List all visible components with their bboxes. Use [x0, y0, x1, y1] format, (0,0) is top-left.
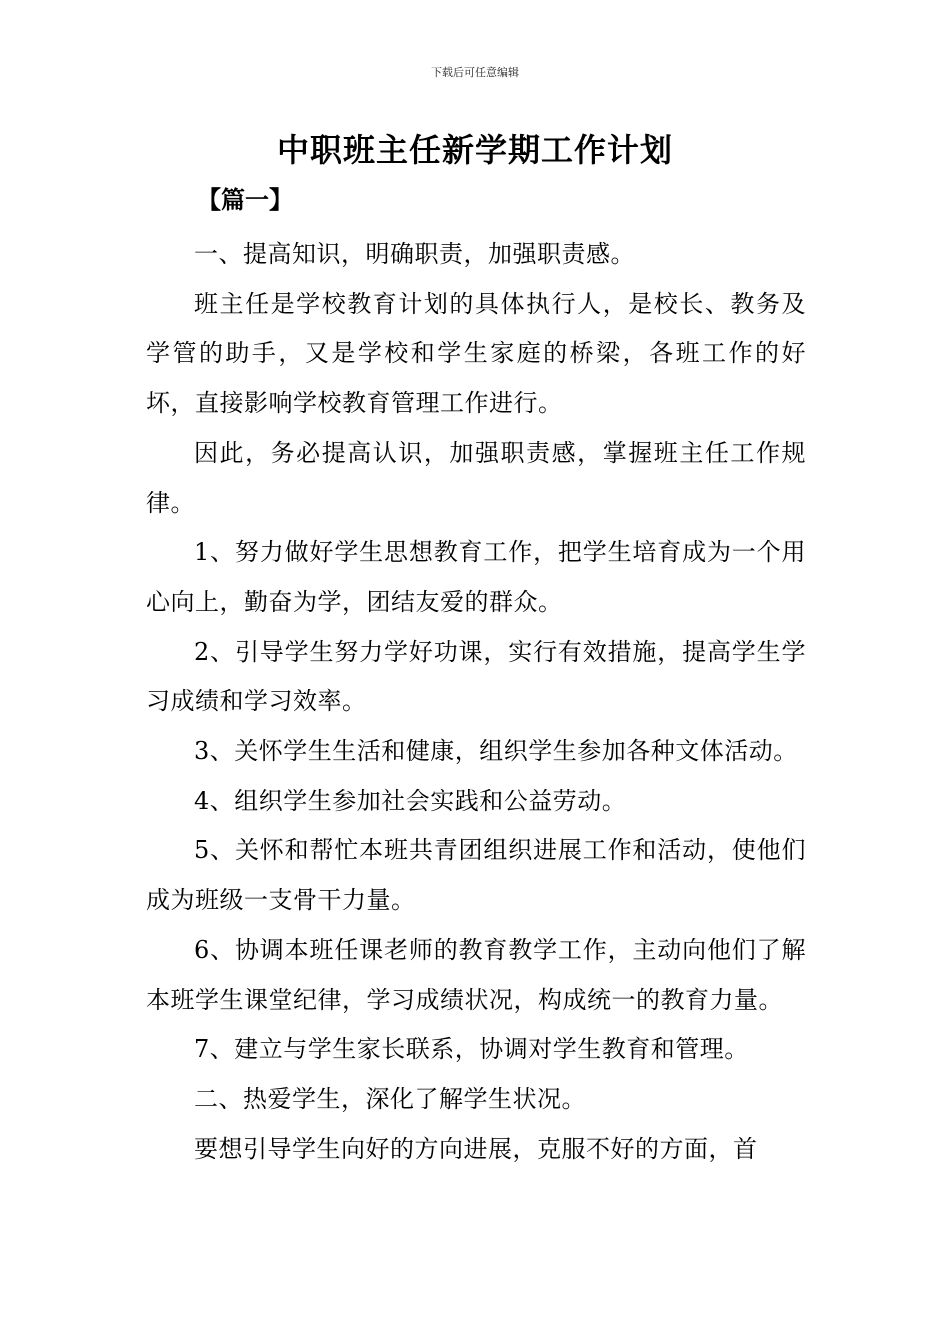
list-item-2: 2、引导学生努力学好功课，实行有效措施，提高学生学习成绩和学习效率。 [146, 637, 806, 716]
paragraph-heading-2: 二、热爱学生，深化了解学生状况。 [194, 1084, 586, 1113]
section-tag: 【篇一】 [197, 185, 293, 214]
list-item-4: 4、组织学生参加社会实践和公益劳动。 [194, 786, 627, 815]
list-item-1: 1、努力做好学生思想教育工作，把学生培育成为一个用心向上，勤奋为学，团结友爱的群众。 [146, 538, 806, 616]
list-item-7: 7、建立与学生家长联系，协调对学生教育和管理。 [194, 1035, 749, 1064]
paragraph: 因此，务必提高认识，加强职责感，掌握班主任工作规律。 [146, 438, 806, 517]
paragraph-heading-1: 一、提高知识，明确职责，加强职责感。 [194, 240, 635, 268]
list-item-6: 6、协调本班任课老师的教育教学工作，主动向他们了解本班学生课堂纪律，学习成绩状况，构成统一的教育力量。 [146, 935, 806, 1014]
header-note: 下载后可任意编辑 [431, 66, 519, 79]
document-title: 中职班主任新学期工作计划 [276, 131, 673, 169]
list-item-3: 3、关怀学生生活和健康，组织学生参加各种文体活动。 [194, 737, 798, 766]
paragraph: 班主任是学校教育计划的具体执行人，是校长、教务及学管的助手，又是学校和学生家庭的桥梁，各班工作的好坏，直接影响学校教育管理工作进行。 [146, 289, 806, 418]
body-text [146, 230, 806, 1174]
paragraph: 要想引导学生向好的方向进展，克服不好的方面，首 [194, 1134, 758, 1163]
list-item-5: 5、关怀和帮忙本班共青团组织进展工作和活动，使他们成为班级一支骨干力量。 [146, 836, 806, 915]
